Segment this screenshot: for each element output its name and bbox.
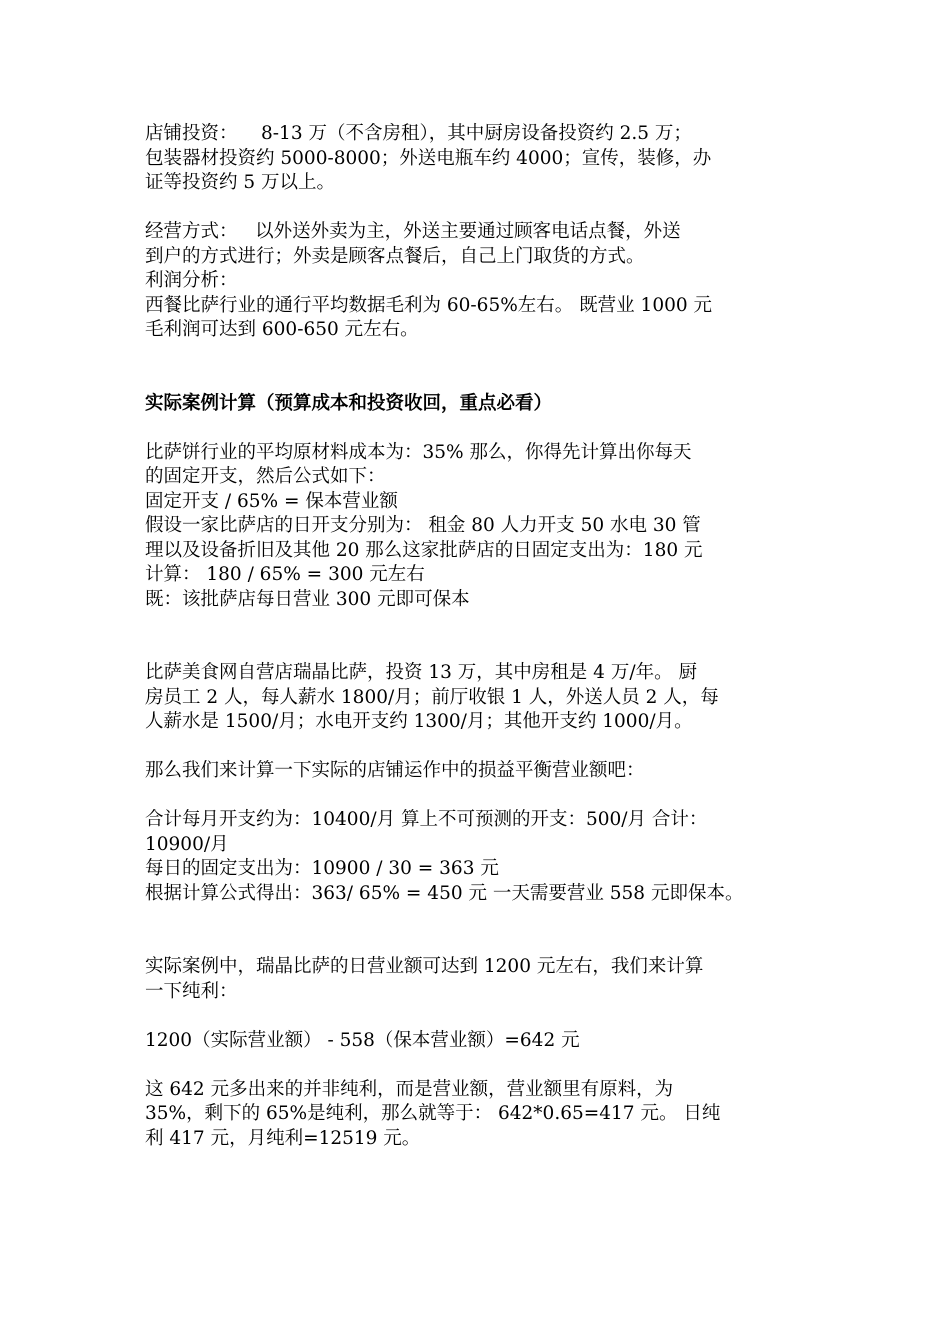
text-line: 比萨饼行业的平均原材料成本为：35% 那么，你得先计算出你每天: [145, 441, 692, 463]
profit-paragraph: [145, 269, 820, 343]
operation-paragraph: [145, 220, 820, 269]
example-paragraph: [145, 661, 820, 735]
net-paragraph: [145, 1078, 820, 1152]
actual-paragraph: [145, 955, 820, 1004]
text-line: 证等投资约 5 万以上。: [145, 172, 336, 193]
text-line: 利 417 元，月纯利=12519 元。: [145, 1127, 421, 1149]
text-line: 房员工 2 人，每人薪水 1800/月；前厅收银 1 人，外送人员 2 人，每: [145, 686, 719, 708]
paragraph-gap: [145, 416, 820, 441]
text-line: 根据计算公式得出：363/ 65% = 450 元 一天需要营业 558 元即保本。: [145, 882, 744, 904]
text-line: 假设一家比萨店的日开支分别为： 租金 80 人力开支 50 水电 30 管: [145, 515, 701, 536]
text-line: 10900/月: [145, 833, 229, 855]
text-line: 35%，剩下的 65%是纯利，那么就等于： 642*0.65=417 元。 日纯: [145, 1103, 721, 1124]
text-line: 理以及设备折旧及其他 20 那么这家批萨店的日固定支出为：180 元: [145, 539, 703, 561]
text-line: 每日的固定支出为：10900 / 30 = 363 元: [145, 858, 499, 879]
intro-calc-line: 那么我们来计算一下实际的店铺运作中的损益平衡营业额吧：: [145, 760, 645, 781]
investment-paragraph: [145, 122, 820, 196]
paragraph-gap: [145, 196, 820, 221]
paragraph-gap: [145, 735, 820, 760]
formula-line: 固定开支 / 65% = 保本营业额: [145, 490, 398, 512]
difference-line: 1200（实际营业额） - 558（保本营业额）=642 元: [145, 1029, 580, 1051]
text-line: 西餐比萨行业的通行平均数据毛利为 60-65%左右。 既营业 1000 元: [145, 294, 713, 316]
breakeven-paragraph: [145, 441, 820, 613]
monthly-paragraph: [145, 808, 820, 906]
paragraph-gap: [145, 343, 820, 392]
text-line: 一下纯利：: [145, 980, 238, 1002]
paragraph-gap: [145, 784, 820, 809]
calc-line: 计算： 180 / 65% = 300 元左右: [145, 564, 425, 585]
text-line: 这 642 元多出来的并非纯利，而是营业额，营业额里有原料，为: [145, 1078, 674, 1100]
text-line: 经营方式： 以外送外卖为主，外送主要通过顾客电话点餐，外送: [145, 221, 681, 242]
paragraph-gap: [145, 1053, 820, 1078]
text-line: 到户的方式进行；外卖是顾客点餐后，自己上门取货的方式。: [145, 245, 645, 267]
document-body: [145, 122, 820, 1151]
text-line: 实际案例中，瑞晶比萨的日营业额可达到 1200 元左右，我们来计算: [145, 956, 704, 977]
text-line: 店铺投资： 8-13 万（不含房租），其中厨房设备投资约 2.5 万；: [145, 123, 692, 144]
text-line: 人薪水是 1500/月；水电开支约 1300/月；其他开支约 1000/月。: [145, 711, 693, 732]
text-line: 包装器材投资约 5000-8000；外送电瓶车约 4000；宣传，装修，办: [145, 147, 712, 169]
text-line: 的固定开支，然后公式如下：: [145, 466, 386, 487]
paragraph-gap: [145, 906, 820, 955]
profit-label: 利润分析：: [145, 270, 238, 291]
case-heading: 实际案例计算（预算成本和投资收回，重点必看）: [145, 392, 553, 414]
result-line: 既：该批萨店每日营业 300 元即可保本: [145, 588, 470, 610]
text-line: 合计每月开支约为：10400/月 算上不可预测的开支：500/月 合计：: [145, 809, 708, 830]
text-line: 毛利润可达到 600-650 元左右。: [145, 319, 419, 340]
paragraph-gap: [145, 612, 820, 661]
paragraph-gap: [145, 1004, 820, 1029]
text-line: 比萨美食网自营店瑞晶比萨，投资 13 万，其中房租是 4 万/年。 厨: [145, 662, 697, 683]
